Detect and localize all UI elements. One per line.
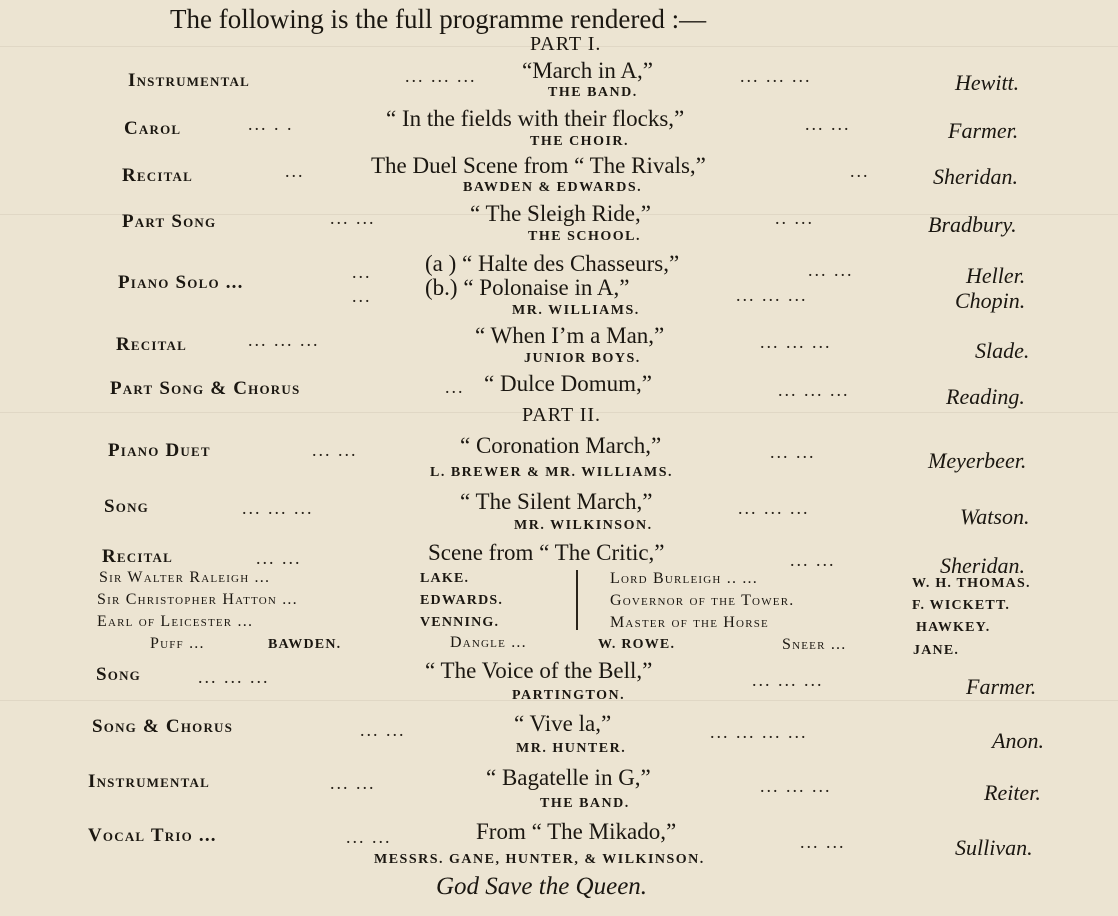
item-category: Recital [122, 165, 194, 186]
item-composer: Hewitt. [955, 70, 1020, 95]
item-composer: Sheridan. [940, 553, 1025, 578]
cast-role: Dangle ... [450, 634, 527, 651]
item-dots: ... [445, 377, 465, 397]
item-title: “ The Silent March,” [460, 489, 653, 514]
item-title: “ The Voice of the Bell,” [425, 658, 653, 683]
item-performer: L. BREWER & MR. WILLIAMS. [430, 465, 673, 480]
cast-actor: W. H. THOMAS. [912, 576, 1031, 591]
cast-role: Sneer ... [782, 636, 847, 653]
item-composer: Reiter. [984, 780, 1041, 805]
item-category: Song & Chorus [92, 716, 234, 737]
item-dots: ... ... ... [198, 667, 270, 687]
item-performer: THE BAND. [540, 796, 630, 811]
item-dots: ... ... ... [738, 498, 810, 518]
item-dots: ... . . [248, 114, 294, 134]
item-category: Song [104, 496, 149, 517]
item-dots: ... [352, 262, 372, 282]
cast-role: Sir Christopher Hatton ... [97, 591, 298, 608]
item-dots: ... [352, 286, 372, 306]
item-title: (a ) “ Halte des Chasseurs,” [425, 251, 680, 276]
item-dots: ... ... ... [760, 776, 832, 796]
item-title: “ Coronation March,” [460, 433, 662, 458]
item-performer: THE SCHOOL. [528, 229, 641, 244]
item-dots: ... ... ... [248, 330, 320, 350]
item-title: “ In the fields with their flocks,” [386, 106, 685, 131]
item-dots: ... ... ... [778, 380, 850, 400]
cast-actor: VENNING. [420, 615, 500, 630]
item-composer: Anon. [992, 728, 1044, 753]
item-title: “March in A,” [522, 58, 653, 83]
item-composer: Meyerbeer. [928, 448, 1027, 473]
item-dots: ... ... [770, 442, 816, 462]
item-performer: THE CHOIR. [530, 134, 630, 149]
item-dots: ... ... [800, 832, 846, 852]
item-composer: Slade. [975, 338, 1030, 363]
item-composer: Reading. [946, 384, 1025, 409]
item-performer: MR. WILKINSON. [514, 518, 653, 533]
item-title: (b.) “ Polonaise in A,” [425, 275, 630, 300]
part-two-heading: PART II. [522, 404, 602, 426]
item-category: Instrumental [88, 771, 210, 792]
item-dots: ... ... ... [752, 670, 824, 690]
cast-actor: HAWKEY. [916, 620, 991, 635]
item-category: Piano Duet [108, 440, 211, 461]
cast-role: Master of the Horse [610, 614, 769, 631]
item-category: Piano Solo ... [118, 272, 244, 293]
item-composer: Bradbury. [928, 212, 1017, 237]
cast-role: Lord Burleigh .. ... [610, 570, 758, 587]
cast-actor: F. WICKETT. [912, 598, 1011, 613]
item-dots: ... ... [346, 827, 392, 847]
item-category: Song [96, 664, 141, 685]
item-dots: ... ... ... [242, 498, 314, 518]
item-title: The Duel Scene from “ The Rivals,” [371, 153, 706, 178]
item-category: Vocal Trio ... [88, 825, 217, 846]
item-performer: MESSRS. GANE, HUNTER, & WILKINSON. [374, 852, 705, 867]
intro-line: The following is the full programme rendered :— [170, 4, 707, 34]
item-category: Recital [116, 334, 188, 355]
item-composer: Sullivan. [955, 835, 1033, 860]
cast-actor: BAWDEN. [268, 637, 342, 652]
part-one-heading: PART I. [530, 33, 602, 55]
item-title: “ Vive la,” [514, 711, 612, 736]
item-category: Part Song [122, 211, 217, 232]
item-composer: Farmer. [966, 674, 1037, 699]
cast-actor: EDWARDS. [420, 593, 504, 608]
item-dots: ... ... ... [760, 332, 832, 352]
item-performer: MR. WILLIAMS. [512, 303, 640, 318]
item-composer: Heller. [966, 263, 1026, 288]
item-performer: MR. HUNTER. [516, 741, 627, 756]
item-composer: Watson. [960, 504, 1030, 529]
item-dots: .. ... [775, 208, 814, 228]
item-performer: BAWDEN & EDWARDS. [463, 180, 643, 195]
item-dots: ... ... [256, 548, 302, 568]
item-dots: ... ... ... [740, 66, 812, 86]
item-category: Carol [124, 118, 182, 139]
item-dots: ... [850, 161, 870, 181]
item-dots: ... ... [330, 208, 376, 228]
cast-divider [576, 570, 578, 630]
item-category: Recital [102, 546, 174, 567]
item-dots: ... ... [805, 114, 851, 134]
cast-actor: W. ROWE. [598, 637, 676, 652]
item-title: “ The Sleigh Ride,” [470, 201, 651, 226]
item-performer: PARTINGTON. [512, 688, 626, 703]
item-title: “ Dulce Domum,” [484, 371, 652, 396]
cast-role: Earl of Leicester ... [97, 613, 254, 630]
item-dots: ... [285, 161, 305, 181]
cast-role: Governor of the Tower. [610, 592, 795, 609]
item-performer: JUNIOR BOYS. [524, 351, 641, 366]
item-category: Instrumental [128, 70, 250, 91]
item-dots: ... ... [312, 440, 358, 460]
item-composer: Sheridan. [933, 164, 1018, 189]
item-dots: ... ... ... ... [710, 722, 808, 742]
item-dots: ... ... [330, 773, 376, 793]
item-composer: Chopin. [955, 288, 1026, 313]
cast-actor: LAKE. [420, 571, 470, 586]
item-performer: THE BAND. [548, 85, 638, 100]
item-dots: ... ... [808, 260, 854, 280]
item-title: “ Bagatelle in G,” [486, 765, 651, 790]
item-category: Part Song & Chorus [110, 378, 301, 399]
item-dots: ... ... [790, 550, 836, 570]
item-title: “ When I’m a Man,” [475, 323, 665, 348]
item-dots: ... ... ... [736, 285, 808, 305]
item-dots: ... ... [360, 720, 406, 740]
item-dots: ... ... ... [405, 66, 477, 86]
item-composer: Farmer. [948, 118, 1019, 143]
cast-role: Puff ... [150, 635, 205, 652]
item-title: From “ The Mikado,” [476, 819, 677, 844]
cast-actor: JANE. [913, 643, 960, 658]
cast-role: Sir Walter Raleigh ... [99, 569, 271, 586]
item-title: Scene from “ The Critic,” [428, 540, 665, 565]
closing-line: God Save the Queen. [436, 873, 648, 900]
